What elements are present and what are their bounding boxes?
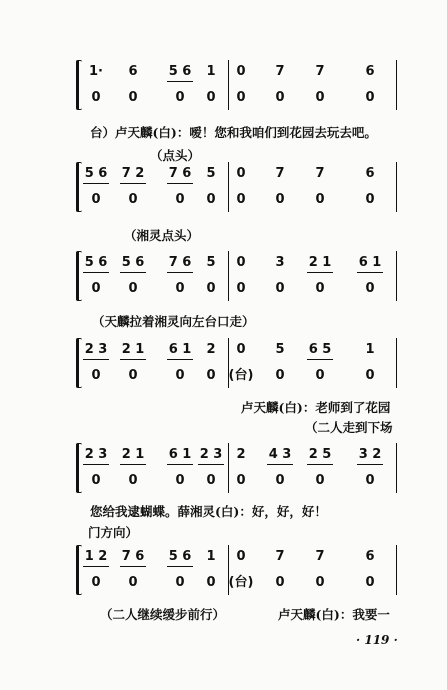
note: 6 (365, 64, 375, 79)
note: 7 6 (168, 166, 192, 181)
note: 0 (128, 575, 138, 590)
note: 2 1 (121, 447, 145, 462)
beam-underline (83, 359, 109, 360)
note: 0 (91, 575, 101, 590)
note: 0 (236, 549, 246, 564)
note: 0 (236, 90, 246, 105)
note: 0 (206, 575, 216, 590)
dialogue-line: 卢天麟(白)：老师到了花园 (241, 400, 391, 415)
beam-underline (167, 183, 193, 184)
beam-underline (357, 464, 383, 465)
barline (396, 162, 397, 212)
beam-underline (307, 359, 333, 360)
note: 1 (206, 64, 216, 79)
note: 2 1 (308, 255, 332, 270)
note: 0 (206, 281, 216, 296)
note: 0 (128, 281, 138, 296)
beam-underline (83, 272, 109, 273)
note: 6 1 (168, 447, 192, 462)
note: 0 (206, 90, 216, 105)
music-system (78, 545, 400, 595)
dialogue-line: 台）卢天麟(白)：嗳！您和我咱们到花园去玩去吧。 (90, 125, 377, 140)
stage-direction: （二人继续缓步前行） (100, 607, 226, 622)
note: 7 (275, 64, 285, 79)
note: (台) (228, 575, 254, 590)
note: 1 (206, 549, 216, 564)
note: 5 6 (168, 549, 192, 564)
note: 0 (275, 192, 285, 207)
beam-underline (307, 272, 333, 273)
note: 5 6 (84, 255, 108, 270)
note: 0 (236, 281, 246, 296)
note: 0 (315, 192, 325, 207)
note: 0 (275, 575, 285, 590)
note: 0 (91, 473, 101, 488)
beam-underline (167, 359, 193, 360)
beam-underline (357, 272, 383, 273)
note: 7 (275, 549, 285, 564)
music-system (78, 251, 400, 301)
note: 0 (365, 473, 375, 488)
barline (396, 251, 397, 301)
note: 0 (236, 166, 246, 181)
note: 2 1 (121, 342, 145, 357)
note: 0 (175, 473, 185, 488)
note: 0 (236, 64, 246, 79)
note: 0 (175, 192, 185, 207)
note: 0 (236, 342, 246, 357)
note: 0 (275, 368, 285, 383)
note: 5 (206, 255, 216, 270)
note: 2 3 (84, 342, 108, 357)
page-number: · 119 · (356, 633, 398, 647)
note: 0 (175, 281, 185, 296)
note: 6 1 (358, 255, 382, 270)
beam-underline (167, 81, 193, 82)
note: 5 6 (121, 255, 145, 270)
note: 7 6 (168, 255, 192, 270)
note: 7 2 (121, 166, 145, 181)
note: 2 3 (84, 447, 108, 462)
note: 0 (175, 575, 185, 590)
note: 7 (315, 549, 325, 564)
note: 0 (315, 281, 325, 296)
beam-underline (120, 272, 146, 273)
note: 2 5 (308, 447, 332, 462)
music-system (78, 443, 400, 493)
note: 0 (275, 473, 285, 488)
barline (396, 338, 397, 388)
note: 0 (236, 473, 246, 488)
note: 0 (315, 368, 325, 383)
beam-underline (198, 464, 224, 465)
note: 5 6 (168, 64, 192, 79)
beam-underline (83, 566, 109, 567)
beam-underline (167, 464, 193, 465)
note: 6 (365, 166, 375, 181)
beam-underline (83, 183, 109, 184)
note: 0 (91, 368, 101, 383)
note: 0 (365, 192, 375, 207)
barline (396, 443, 397, 493)
system-bracket (76, 60, 82, 110)
stage-direction: （天麟拉着湘灵向左台口走） (92, 314, 255, 329)
note: 3 2 (358, 447, 382, 462)
barline (396, 60, 397, 110)
note: 0 (236, 255, 246, 270)
beam-underline (120, 359, 146, 360)
note: 1 (365, 342, 375, 357)
note: 6 1 (168, 342, 192, 357)
music-system (78, 338, 400, 388)
note: 0 (206, 473, 216, 488)
note: 0 (128, 368, 138, 383)
note: 2 3 (199, 447, 223, 462)
music-system (78, 162, 400, 212)
note: 0 (91, 192, 101, 207)
note: 1 2 (84, 549, 108, 564)
dialogue-line: 卢天麟(白)：我要一 (278, 607, 390, 622)
note: 5 6 (84, 166, 108, 181)
beam-underline (120, 566, 146, 567)
stage-direction: 门方向） (88, 525, 139, 540)
note: 0 (365, 90, 375, 105)
note: 0 (206, 192, 216, 207)
note: 2 (236, 447, 246, 462)
note: 1· (89, 64, 103, 79)
note: 6 (128, 64, 138, 79)
note: 0 (365, 281, 375, 296)
note: 0 (315, 90, 325, 105)
dialogue-line: 您给我逮蝴蝶。薛湘灵(白)：好，好，好！ (90, 504, 327, 519)
stage-direction: （湘灵点头） (124, 228, 200, 243)
note: 0 (275, 281, 285, 296)
note: 7 (315, 64, 325, 79)
note: 6 (365, 549, 375, 564)
beam-underline (83, 464, 109, 465)
note: 0 (128, 192, 138, 207)
note: 6 5 (308, 342, 332, 357)
note: 0 (91, 281, 101, 296)
note: 3 (275, 255, 285, 270)
note: 0 (175, 90, 185, 105)
note: 2 (206, 342, 216, 357)
music-system (78, 60, 400, 110)
note: 7 6 (121, 549, 145, 564)
beam-underline (120, 464, 146, 465)
note: 5 (206, 166, 216, 181)
note: 0 (175, 368, 185, 383)
beam-underline (167, 566, 193, 567)
note: 0 (128, 90, 138, 105)
note: 0 (128, 473, 138, 488)
note: (台) (228, 368, 254, 383)
note: 0 (315, 473, 325, 488)
stage-direction: （点头） (150, 148, 201, 163)
note: 0 (91, 90, 101, 105)
note: 5 (275, 342, 285, 357)
note: 4 3 (268, 447, 292, 462)
note: 0 (236, 192, 246, 207)
beam-underline (120, 183, 146, 184)
note: 0 (275, 90, 285, 105)
note: 7 (315, 166, 325, 181)
note: 0 (206, 368, 216, 383)
beam-underline (167, 272, 193, 273)
note: 7 (275, 166, 285, 181)
note: 0 (315, 575, 325, 590)
stage-direction: （二人走到下场 (305, 420, 393, 435)
note: 0 (365, 575, 375, 590)
beam-underline (267, 464, 293, 465)
note: 0 (365, 368, 375, 383)
beam-underline (307, 464, 333, 465)
barline (396, 545, 397, 595)
